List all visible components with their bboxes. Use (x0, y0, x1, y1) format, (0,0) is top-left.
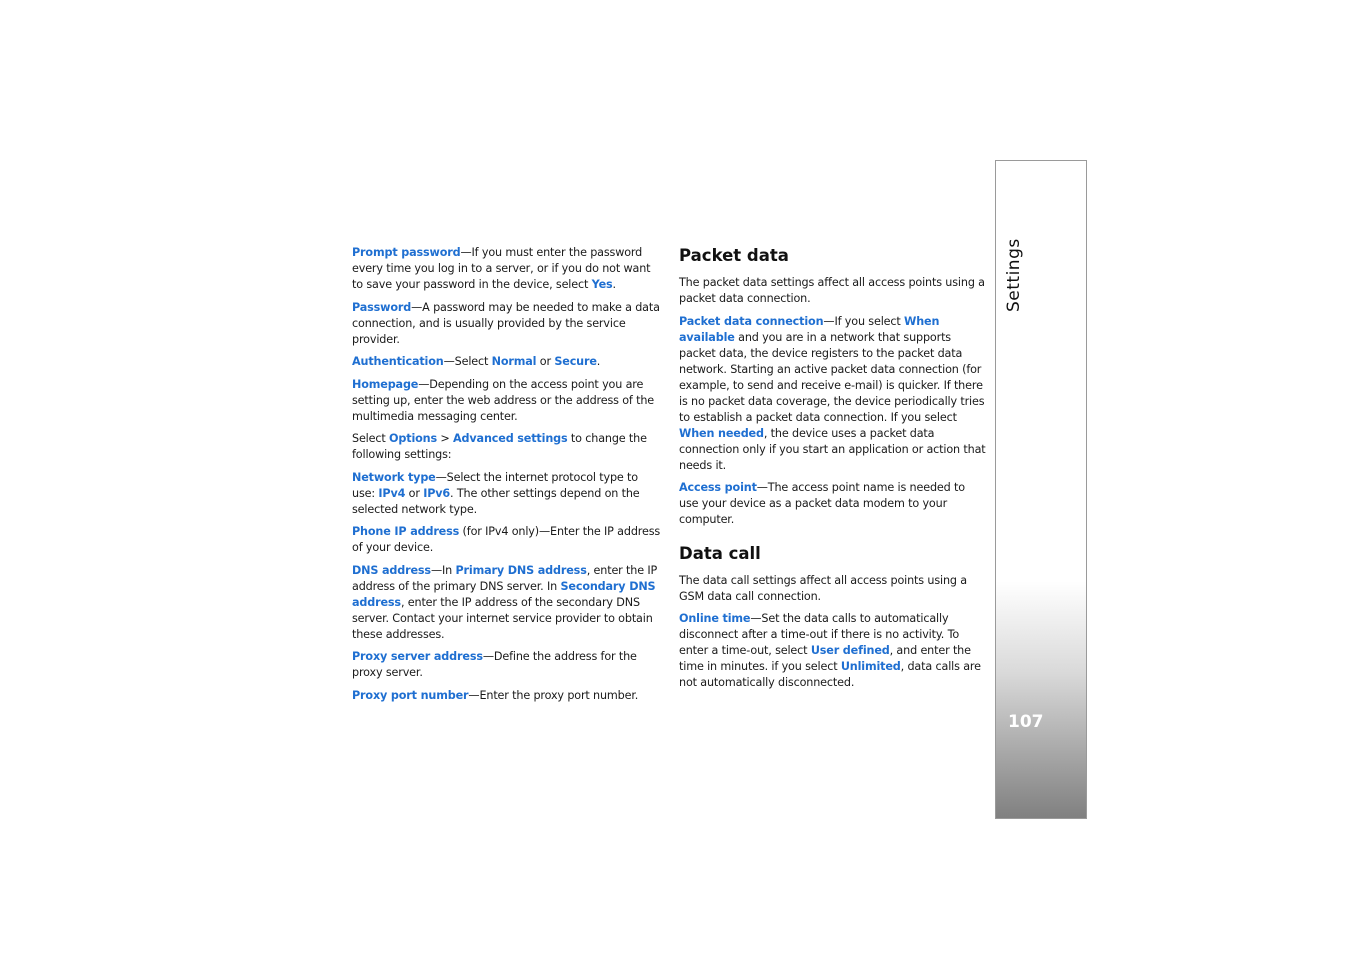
right-column (679, 245, 987, 698)
keyword-phone-ip-address: Phone IP address (352, 525, 460, 538)
keyword-options: Options (389, 432, 437, 445)
setting-prompt-password: Prompt password—If you must enter the password every time you log in to a server, or if you do not want to save your password in the device, select Yes. (352, 246, 651, 291)
keyword-advanced-settings: Advanced settings (453, 432, 568, 445)
keyword-when-available: When available (679, 314, 940, 344)
keyword-packet-data-connection: Packet data connection (679, 314, 824, 328)
keyword-primary-dns-address: Primary DNS address (455, 563, 587, 577)
setting-proxy-port-number: Proxy port number—Enter the proxy port number. (352, 688, 639, 702)
keyword-homepage: Homepage (352, 377, 419, 391)
keyword-yes: Yes (591, 278, 613, 291)
keyword-user-defined: User defined (810, 644, 890, 657)
setting-online-time: Online time—Set the data calls to automatically disconnect after a time-out if there is no activity. To enter a time-out, select User defined, and enter the time in minutes. if you select Unlimited, data calls are not automatically disconnected. (679, 612, 981, 689)
left-column (352, 245, 664, 710)
setting-password: Password—A password may be needed to make a data connection, and is usually provided by the service provider. (352, 300, 660, 346)
instruction-advanced-settings: Select Options > Advanced settings to change the following settings: (352, 432, 647, 461)
keyword-authentication: Authentication (352, 355, 444, 368)
setting-proxy-server-address: Proxy server address—Define the address for the proxy server. (352, 650, 637, 679)
data-call-intro: The data call settings affect all access points using a GSM data call connection. (679, 573, 967, 603)
keyword-dns-address: DNS address (352, 563, 431, 577)
keyword-when-needed: When needed (679, 426, 764, 440)
keyword-password: Password (352, 300, 412, 314)
keyword-online-time: Online time (679, 612, 751, 625)
keyword-secure: Secure (554, 355, 597, 368)
chapter-title: Settings (1004, 238, 1024, 312)
setting-phone-ip-address: Phone IP address (for IPv4 only)—Enter the IP address of your device. (352, 525, 661, 554)
keyword-normal: Normal (491, 355, 537, 368)
keyword-unlimited: Unlimited (840, 660, 901, 673)
section-spacer (679, 535, 987, 543)
setting-homepage: Homepage—Depending on the access point you are setting up, enter the web address or the address of the multimedia messaging center. (352, 377, 655, 423)
setting-network-type: Network type—Select the internet protocol type to use: IPv4 or IPv6. The other settings depend on the selected network type. (352, 470, 640, 516)
setting-packet-data-connection: Packet data connection—If you select When available and you are in a network that supports packet data, the device registers to the packet data network. Starting an active packet data connection (for example, to send and receive e-mail) is quicker. If there is no packet data coverage, the device periodically tries to establish a packet data connection. If you select When needed, the device uses a packet data connection only if you start an application or action that needs it. (679, 314, 986, 472)
setting-authentication: Authentication—Select Normal or Secure. (352, 355, 601, 368)
setting-dns-address: DNS address—In Primary DNS address, enter the IP address of the primary DNS server. In Secondary DNS address, enter the IP address of the secondary DNS server. Contact your internet service provider to obtain these addresses. (352, 563, 658, 641)
keyword-proxy-server-address: Proxy server address (352, 650, 483, 663)
page-number: 107 (1008, 712, 1044, 732)
keyword-ipv4: IPv4 (378, 486, 406, 500)
packet-data-intro: The packet data settings affect all access points using a packet data connection. (679, 276, 985, 305)
heading-data-call: Data call (679, 543, 761, 563)
setting-access-point: Access point—The access point name is needed to use your device as a packet data modem to your computer. (679, 481, 965, 526)
keyword-ipv6: IPv6 (423, 486, 451, 500)
keyword-proxy-port-number: Proxy port number (352, 688, 469, 702)
keyword-prompt-password: Prompt password (352, 246, 461, 259)
keyword-access-point: Access point (679, 481, 757, 494)
keyword-network-type: Network type (352, 470, 436, 484)
heading-packet-data: Packet data (679, 246, 789, 265)
keyword-secondary-dns-address: Secondary DNS address (352, 579, 656, 609)
